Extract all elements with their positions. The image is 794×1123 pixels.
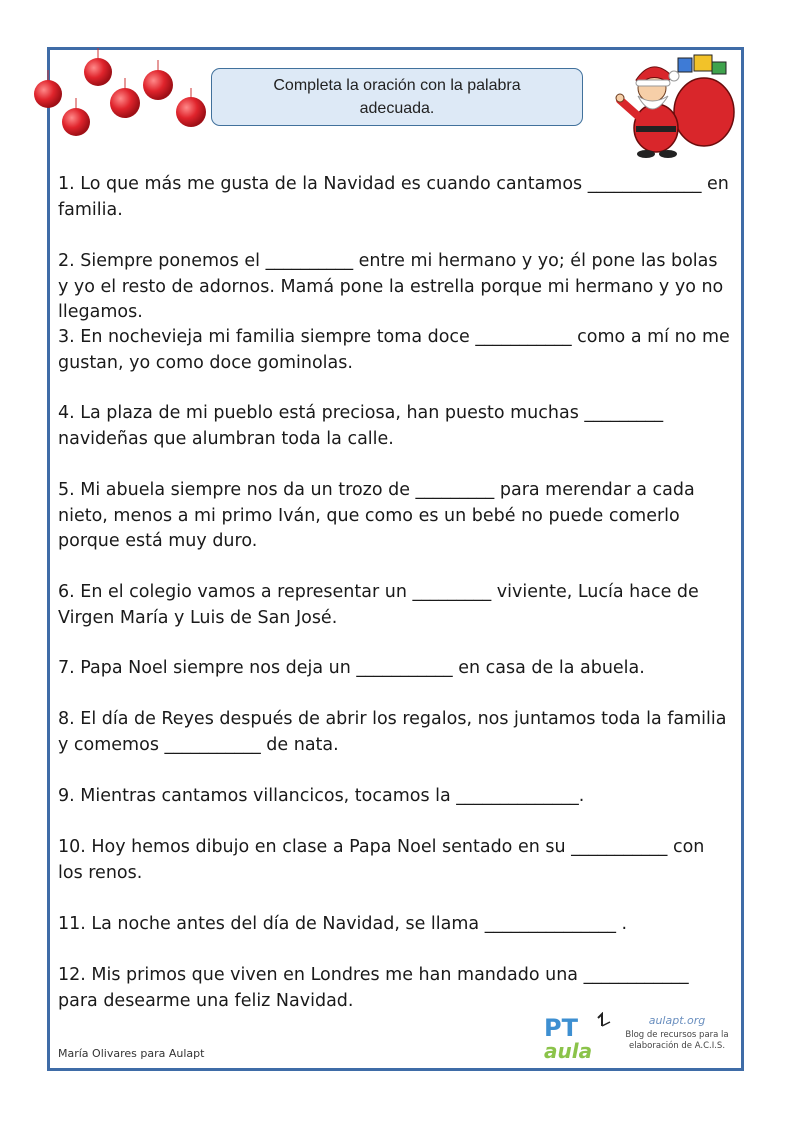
sentence-6: 6. En el colegio vamos a representar un _________ viviente, Lucía hace de Virgen María y Luis de San José. xyxy=(58,582,699,628)
aulapt-logo-icon xyxy=(540,1012,620,1062)
logo-top-text: PT xyxy=(544,1014,578,1042)
sentence-10: 10. Hoy hemos dibujo en clase a Papa Noel sentado en su ___________ con los renos. xyxy=(58,837,705,883)
instruction-text: Completa la oración con la palabra adecuada. xyxy=(273,77,521,117)
sentence-4: 4. La plaza de mi pueblo está preciosa, han puesto muchas _________ navideñas que alumbran toda la calle. xyxy=(58,403,664,449)
sentence-2: 2. Siempre ponemos el __________ entre mi hermano y yo; él pone las bolas y yo el resto de adornos. Mamá pone la estrella porque mi hermano y yo no llegamos. xyxy=(58,251,724,322)
blog-url: aulapt.org xyxy=(648,1014,706,1027)
blog-description: Blog de recursos para la elaboración de A.C.I.S. xyxy=(625,1030,729,1051)
santa-claus-icon xyxy=(614,50,739,160)
sentence-3: 3. En nochevieja mi familia siempre toma doce ___________ como a mí no me gustan, yo como doce gominolas. xyxy=(58,327,730,373)
sentence-5: 5. Mi abuela siempre nos da un trozo de _________ para merendar a cada nieto, menos a mi primo Iván, que como es un bebé no puede comerlo porque está muy duro. xyxy=(58,480,695,551)
sentence-11: 11. La noche antes del día de Navidad, se llama _______________ . xyxy=(58,914,628,934)
sentence-8: 8. El día de Reyes después de abrir los regalos, nos juntamos toda la familia y comemos ___________ de nata. xyxy=(58,709,727,755)
author-credit: María Olivares para Aulapt xyxy=(58,1047,205,1060)
sentence-12: 12. Mis primos que viven en Londres me han mandado una ____________ para desearme una feliz Navidad. xyxy=(58,965,689,1011)
christmas-ornaments-icon xyxy=(28,48,218,148)
logo-bottom-text: aula xyxy=(544,1039,593,1062)
sentence-9: 9. Mientras cantamos villancicos, tocamos la ______________. xyxy=(58,786,585,806)
sentence-7: 7. Papa Noel siempre nos deja un ___________ en casa de la abuela. xyxy=(58,658,645,678)
sentence-1: 1. Lo que más me gusta de la Navidad es cuando cantamos _____________ en familia. xyxy=(58,174,729,220)
instruction-box xyxy=(211,68,583,126)
